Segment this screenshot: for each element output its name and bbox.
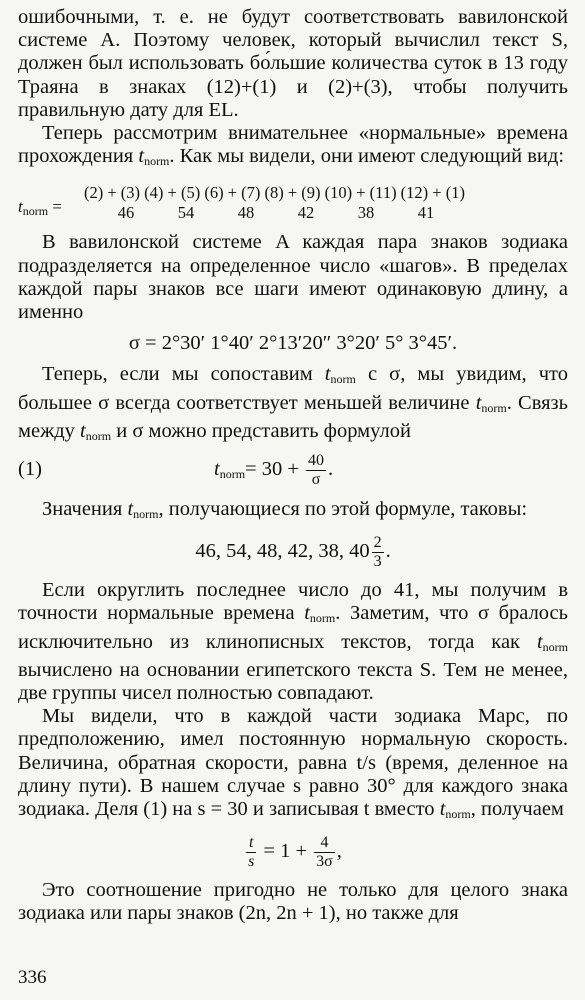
equation-text: = 1 + xyxy=(258,840,313,863)
t-norm xyxy=(325,363,356,385)
text: с σ, мы увидим, что большее σ всегда соответствует меньшей величине xyxy=(18,363,568,414)
equals-sign: = xyxy=(48,197,62,217)
text: Значения xyxy=(42,498,128,521)
t-symbol: t xyxy=(80,419,86,442)
t-symbol: t xyxy=(324,363,331,386)
equation-1 xyxy=(18,448,568,490)
numerator: 2 xyxy=(373,534,382,552)
t-symbol: t xyxy=(536,630,543,653)
numerator: 40 xyxy=(308,452,325,470)
fraction xyxy=(314,834,335,871)
tnorm-value: 41 xyxy=(417,203,435,223)
text: и σ можно представить формулой xyxy=(111,419,411,442)
numerator: 4 xyxy=(314,834,335,853)
tnorm-value: 38 xyxy=(357,203,375,223)
period: . xyxy=(328,458,334,481)
t-norm xyxy=(127,498,158,520)
fraction xyxy=(372,534,384,571)
paragraph-6 xyxy=(18,579,568,705)
t-symbol: t xyxy=(138,145,145,168)
fraction xyxy=(306,452,326,489)
text: . Как мы видели, они имеют следующий вид: xyxy=(169,145,565,168)
tnorm-values xyxy=(96,201,456,224)
text: Теперь рассмотрим внимательнее «нормальные» времена прохождения xyxy=(18,122,568,168)
t-norm xyxy=(80,420,111,442)
tnorm-sign-pairs: (2) + (3) (4) + (5) (6) + (7) (8) + (9) (10) + (11) (12) + (1) xyxy=(84,183,465,203)
norm-subscript: norm xyxy=(542,639,568,654)
denominator: 3σ xyxy=(316,853,333,871)
denominator: 3 xyxy=(373,553,382,571)
comma: , xyxy=(336,840,342,863)
paragraph-4 xyxy=(18,363,568,448)
text: Мы видели, что в каждой части зодиака Марс, по предположению, имел постоянную нормальную скорость. Величина, обратная скорости, равна t/s (время, деленное на длину пути). В нашем случае s равно 30° для каждого знака зодиака. Деля (1) на s = 30 и записывая t вместо xyxy=(18,705,568,821)
norm-subscript: norm xyxy=(22,204,49,219)
t-symbol: t xyxy=(127,498,134,521)
page-body xyxy=(18,6,568,926)
t-symbol: t xyxy=(18,197,23,217)
t-norm xyxy=(440,798,471,820)
text: вычислено на основании египетского текста S. Тем не менее, две группы чисел полностью совпадают. xyxy=(18,658,568,705)
equation-number: (1) xyxy=(18,458,42,481)
equation-2 xyxy=(18,834,568,871)
norm-subscript: norm xyxy=(85,428,112,443)
equation-text: = 30 + xyxy=(245,458,305,481)
numerator: t xyxy=(246,834,256,853)
sigma-formula: σ = 2°30′ 1°40′ 2°13′20″ 3°20′ 5° 3°45′. xyxy=(128,332,458,355)
text: . Заметим, что σ бралось исключительно из клинописных текстов, тогда как xyxy=(18,602,569,653)
norm-subscript: norm xyxy=(309,611,336,626)
t-norm xyxy=(537,631,568,653)
tnorm-value: 54 xyxy=(177,203,195,223)
t-symbol: t xyxy=(214,458,220,481)
page-number: 336 xyxy=(18,967,47,988)
text: Теперь, если мы сопоставим xyxy=(42,363,325,386)
values-formula xyxy=(18,534,568,571)
t-symbol: t xyxy=(304,602,310,625)
paragraph-1: ошибочными, т. е. не будут соответствовать вавилонской системе A. Поэтому человек, который вычислил текст S, должен был использовать бо́льшие количества суток в 13 году Траяна в знаках (12)+(1) и (2)+(3), чтобы получить правильную дату для EL. xyxy=(18,6,568,121)
tnorm-formula xyxy=(18,181,568,223)
paragraph-2 xyxy=(18,122,568,173)
tnorm-lhs xyxy=(18,195,62,223)
denominator: σ xyxy=(311,471,321,489)
tnorm-value: 46 xyxy=(117,203,135,223)
denominator: s xyxy=(248,853,255,871)
norm-subscript: norm xyxy=(445,807,471,822)
t-norm xyxy=(304,602,335,624)
equation-body xyxy=(214,452,333,489)
tnorm-value: 42 xyxy=(297,203,315,223)
norm-subscript: norm xyxy=(133,507,159,522)
t-norm xyxy=(138,145,169,167)
period: . xyxy=(385,540,391,563)
fraction xyxy=(246,834,256,871)
text: . Связь между xyxy=(18,391,568,442)
paragraph-7 xyxy=(18,705,568,826)
paragraph-5 xyxy=(18,498,568,526)
text: Если округлить последнее число до 41, мы получим в точности нормальные времена xyxy=(18,579,568,625)
values-text: 46, 54, 48, 42, 38, 40 xyxy=(195,540,370,563)
paragraph-3: В вавилонской системе A каждая пара знаков зодиака подразделяется на определенное число «шагов». В пределах каждой пары знаков все шаги имеют одинаковую длину, а именно xyxy=(18,231,568,324)
text: , получаем xyxy=(470,798,564,821)
norm-subscript: norm xyxy=(144,154,170,169)
t-symbol: t xyxy=(439,798,446,821)
text: , получающиеся по этой формуле, таковы: xyxy=(158,498,528,521)
norm-subscript: norm xyxy=(219,467,246,482)
tnorm-value: 48 xyxy=(237,203,255,223)
paragraph-8: Это соотношение пригодно не только для целого знака зодиака или пары знаков (2n, 2n + 1), но также для xyxy=(18,879,568,925)
t-symbol: t xyxy=(475,391,482,414)
t-norm xyxy=(476,392,507,414)
norm-subscript: norm xyxy=(481,400,507,415)
norm-subscript: norm xyxy=(330,372,356,387)
